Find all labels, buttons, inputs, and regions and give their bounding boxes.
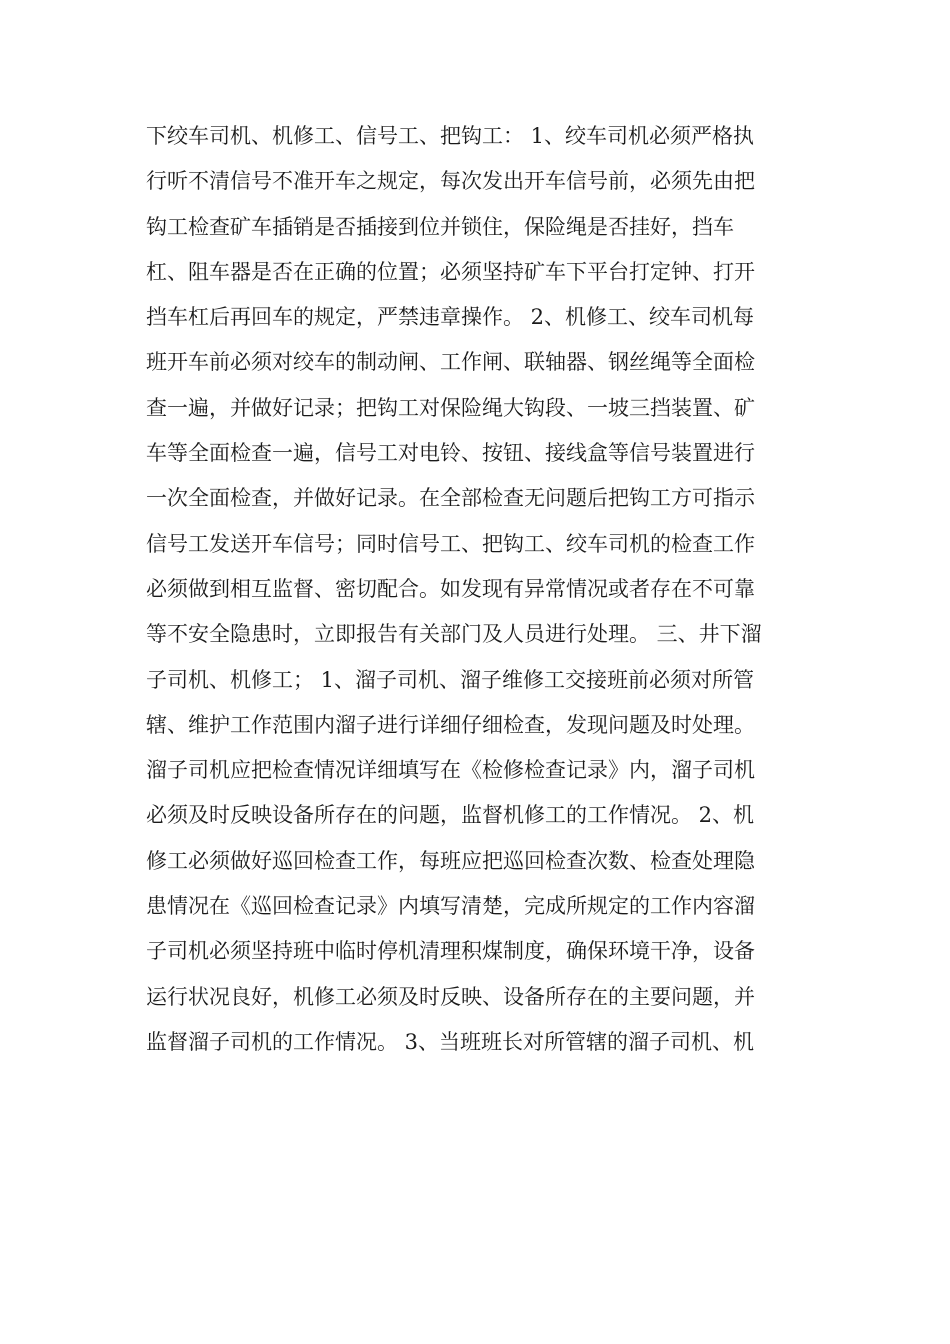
text-line: 下绞车司机、机修工、信号工、把钩工： 1、绞车司机必须严格执 (146, 124, 755, 148)
text-line: 辖、维护工作范围内溜子进行详细仔细检查，发现问题及时处理。 (146, 712, 755, 737)
text-line: 修工必须做好巡回检查工作，每班应把巡回检查次数、检查处理隐 (146, 848, 755, 873)
text-line: 车等全面检查一遍，信号工对电铃、按钮、接线盒等信号装置进行 (146, 441, 755, 466)
body-text (146, 114, 806, 1065)
text-line: 监督溜子司机的工作情况。 3、当班班长对所管辖的溜子司机、机 (146, 1029, 755, 1054)
text-line: 查一遍，并做好记录；把钩工对保险绳大钩段、一坡三挡装置、矿 (146, 395, 755, 420)
text-line: 患情况在《巡回检查记录》内填写清楚，完成所规定的工作内容溜 (146, 894, 755, 919)
text-line: 挡车杠后再回车的规定，严禁违章操作。 2、机修工、绞车司机每 (146, 305, 755, 330)
text-line: 运行状况良好，机修工必须及时反映、设备所存在的主要问题，并 (146, 984, 755, 1009)
text-line: 钩工检查矿车插销是否插接到位并锁住，保险绳是否挂好，挡车 (146, 214, 734, 239)
text-line: 溜子司机应把检查情况详细填写在《检修检查记录》内，溜子司机 (146, 758, 755, 783)
text-line: 必须做到相互监督、密切配合。如发现有异常情况或者存在不可靠 (146, 576, 755, 601)
text-line: 等不安全隐患时，立即报告有关部门及人员进行处理。 三、井下溜 (146, 622, 762, 647)
text-line: 必须及时反映设备所存在的问题，监督机修工的工作情况。 2、机 (146, 803, 755, 828)
text-line: 子司机、机修工； 1、溜子司机、溜子维修工交接班前必须对所管 (146, 667, 755, 692)
text-line: 班开车前必须对绞车的制动闸、工作闸、联轴器、钢丝绳等全面检 (146, 350, 755, 375)
text-line: 一次全面检查，并做好记录。在全部检查无问题后把钩工方可指示 (146, 486, 755, 511)
text-line: 杠、阻车器是否在正确的位置；必须坚持矿车下平台打定钟、打开 (146, 259, 755, 284)
text-line: 子司机必须坚持班中临时停机清理积煤制度，确保环境干净，设备 (146, 939, 755, 964)
text-line: 信号工发送开车信号；同时信号工、把钩工、绞车司机的检查工作 (146, 531, 755, 556)
text-line: 行听不清信号不准开车之规定，每次发出开车信号前，必须先由把 (146, 169, 755, 194)
